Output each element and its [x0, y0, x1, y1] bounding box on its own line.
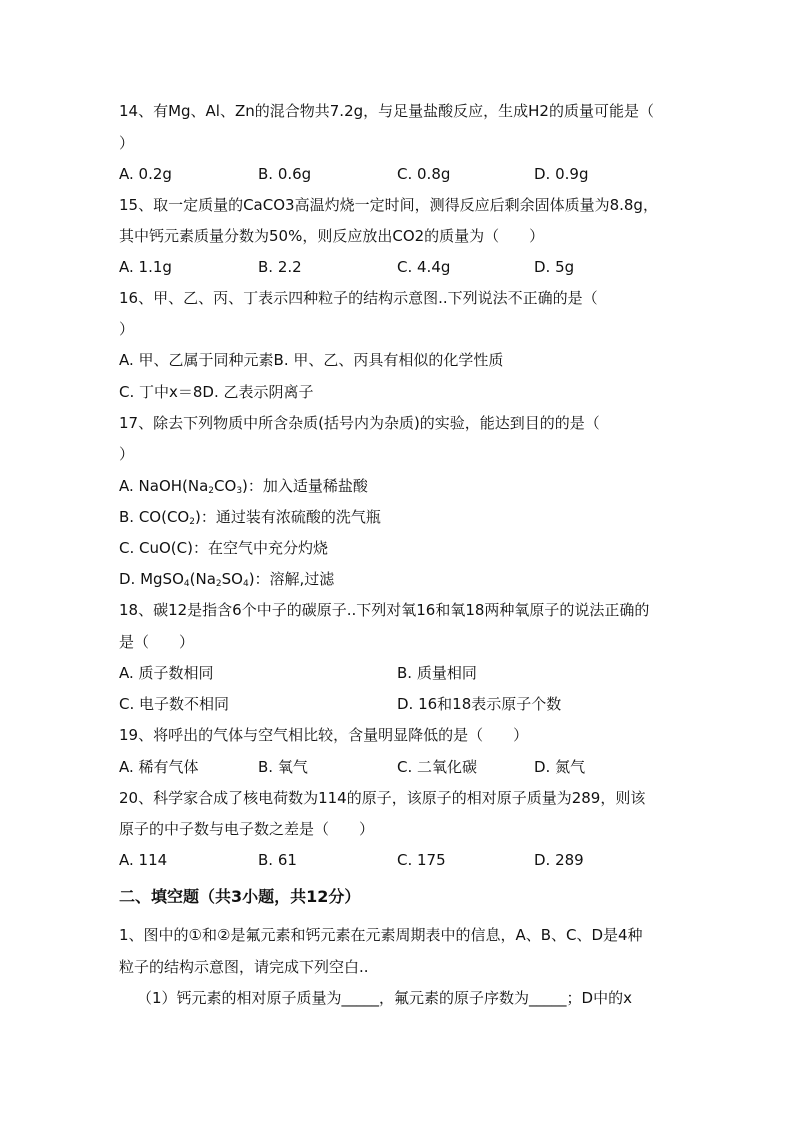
subscript: 2 — [215, 579, 222, 589]
q14-stem-line2: ） — [119, 134, 135, 152]
q14-options — [119, 164, 679, 184]
q17-option-b-text: B. CO(CO — [119, 508, 190, 526]
q15-option-c: C. 4.4g — [397, 258, 451, 276]
q15-stem-line2: 其中钙元素质量分数为50%，则反应放出CO2的质量为（ ） — [119, 227, 545, 245]
q19-options — [119, 757, 679, 777]
q17-option-d-text: (Na — [189, 570, 216, 588]
q17-option-a-text: A. NaOH(Na — [119, 477, 209, 495]
section-heading: 二、填空题（共3小题，共12分） — [119, 887, 361, 906]
q14-stem-line1: 14、有Mg、Al、Zn的混合物共7.2g，与足量盐酸反应，生成H2的质量可能是（ — [119, 102, 654, 120]
q18-option-a: A. 质子数相同 — [119, 664, 214, 682]
q18-stem-line1: 18、碳12是指含6个中子的碳原子..下列对氧16和氧18两种氧原子的说法正确的 — [119, 601, 650, 619]
q17-option-b-text: )：通过装有浓硫酸的洗气瓶 — [194, 508, 381, 526]
q15-option-b: B. 2.2 — [258, 258, 302, 276]
q14-option-b: B. 0.6g — [258, 165, 312, 183]
q17-option-d-text: D. MgSO — [119, 570, 184, 588]
q19-stem: 19、将呼出的气体与空气相比较，含量明显降低的是（ ） — [119, 726, 529, 744]
q14-option-d: D. 0.9g — [534, 165, 589, 183]
q20-option-a: A. 114 — [119, 851, 168, 869]
subscript: 2 — [208, 486, 215, 496]
q15-stem-line1: 15、取一定质量的CaCO3高温灼烧一定时间，测得反应后剩余固体质量为8.8g， — [119, 196, 658, 214]
q19-option-c: C. 二氧化碳 — [397, 758, 478, 776]
s2-q1-line1: 1、图中的①和②是氟元素和钙元素在元素周期表中的信息，A、B、C、D是4种 — [119, 926, 643, 944]
q14-option-a: A. 0.2g — [119, 165, 172, 183]
q18-option-d: D. 16和18表示原子个数 — [397, 695, 562, 713]
s2-q1-sub1: （1）钙元素的相对原子质量为_____，氟元素的原子序数为_____；D中的x — [137, 989, 632, 1007]
q19-option-a: A. 稀有气体 — [119, 758, 199, 776]
q16-option-line2: C. 丁中x＝8D. 乙表示阴离子 — [119, 383, 314, 401]
q18-option-b: B. 质量相同 — [397, 664, 477, 682]
q19-option-d: D. 氮气 — [534, 758, 586, 776]
q17-option-d — [119, 569, 334, 589]
q16-stem-line1: 16、甲、乙、丙、丁表示四种粒子的结构示意图..下列说法不正确的是（ — [119, 289, 598, 307]
subscript: 3 — [236, 486, 243, 496]
q17-option-a — [119, 476, 368, 496]
subscript: 4 — [242, 579, 249, 589]
subscript: 4 — [183, 579, 190, 589]
q17-stem-line2: ） — [119, 445, 135, 463]
q17-option-a-text: CO — [214, 477, 237, 495]
q17-option-a-text: )：加入适量稀盐酸 — [242, 477, 368, 495]
q17-stem-line1: 17、除去下列物质中所含杂质(括号内为杂质)的实验，能达到目的的是（ — [119, 414, 600, 432]
q19-option-b: B. 氧气 — [258, 758, 308, 776]
q16-option-line1: A. 甲、乙属于同种元素B. 甲、乙、丙具有相似的化学性质 — [119, 351, 504, 369]
subscript: 2 — [189, 517, 195, 527]
q14-option-c: C. 0.8g — [397, 165, 451, 183]
q15-option-a: A. 1.1g — [119, 258, 172, 276]
q20-options — [119, 850, 679, 870]
q20-option-b: B. 61 — [258, 851, 297, 869]
q15-options — [119, 257, 679, 277]
q20-stem-line2: 原子的中子数与电子数之差是（ ） — [119, 820, 375, 838]
q18-options-row2 — [119, 694, 679, 714]
q17-option-c: C. CuO(C)：在空气中充分灼烧 — [119, 539, 328, 557]
q17-option-b — [119, 507, 381, 527]
s2-q1-line2: 粒子的结构示意图，请完成下列空白.. — [119, 958, 369, 976]
q16-stem-line2: ） — [119, 320, 135, 338]
q20-option-c: C. 175 — [397, 851, 446, 869]
q18-stem-line2: 是（ ） — [119, 633, 195, 651]
q20-stem-line1: 20、科学家合成了核电荷数为114的原子，该原子的相对原子质量为289，则该 — [119, 789, 646, 807]
q17-option-d-text: SO — [221, 570, 243, 588]
q20-option-d: D. 289 — [534, 851, 584, 869]
q18-option-c: C. 电子数不相同 — [119, 695, 230, 713]
q18-options-row1 — [119, 663, 679, 683]
q15-option-d: D. 5g — [534, 258, 575, 276]
q17-option-d-text: )：溶解,过滤 — [248, 570, 335, 588]
